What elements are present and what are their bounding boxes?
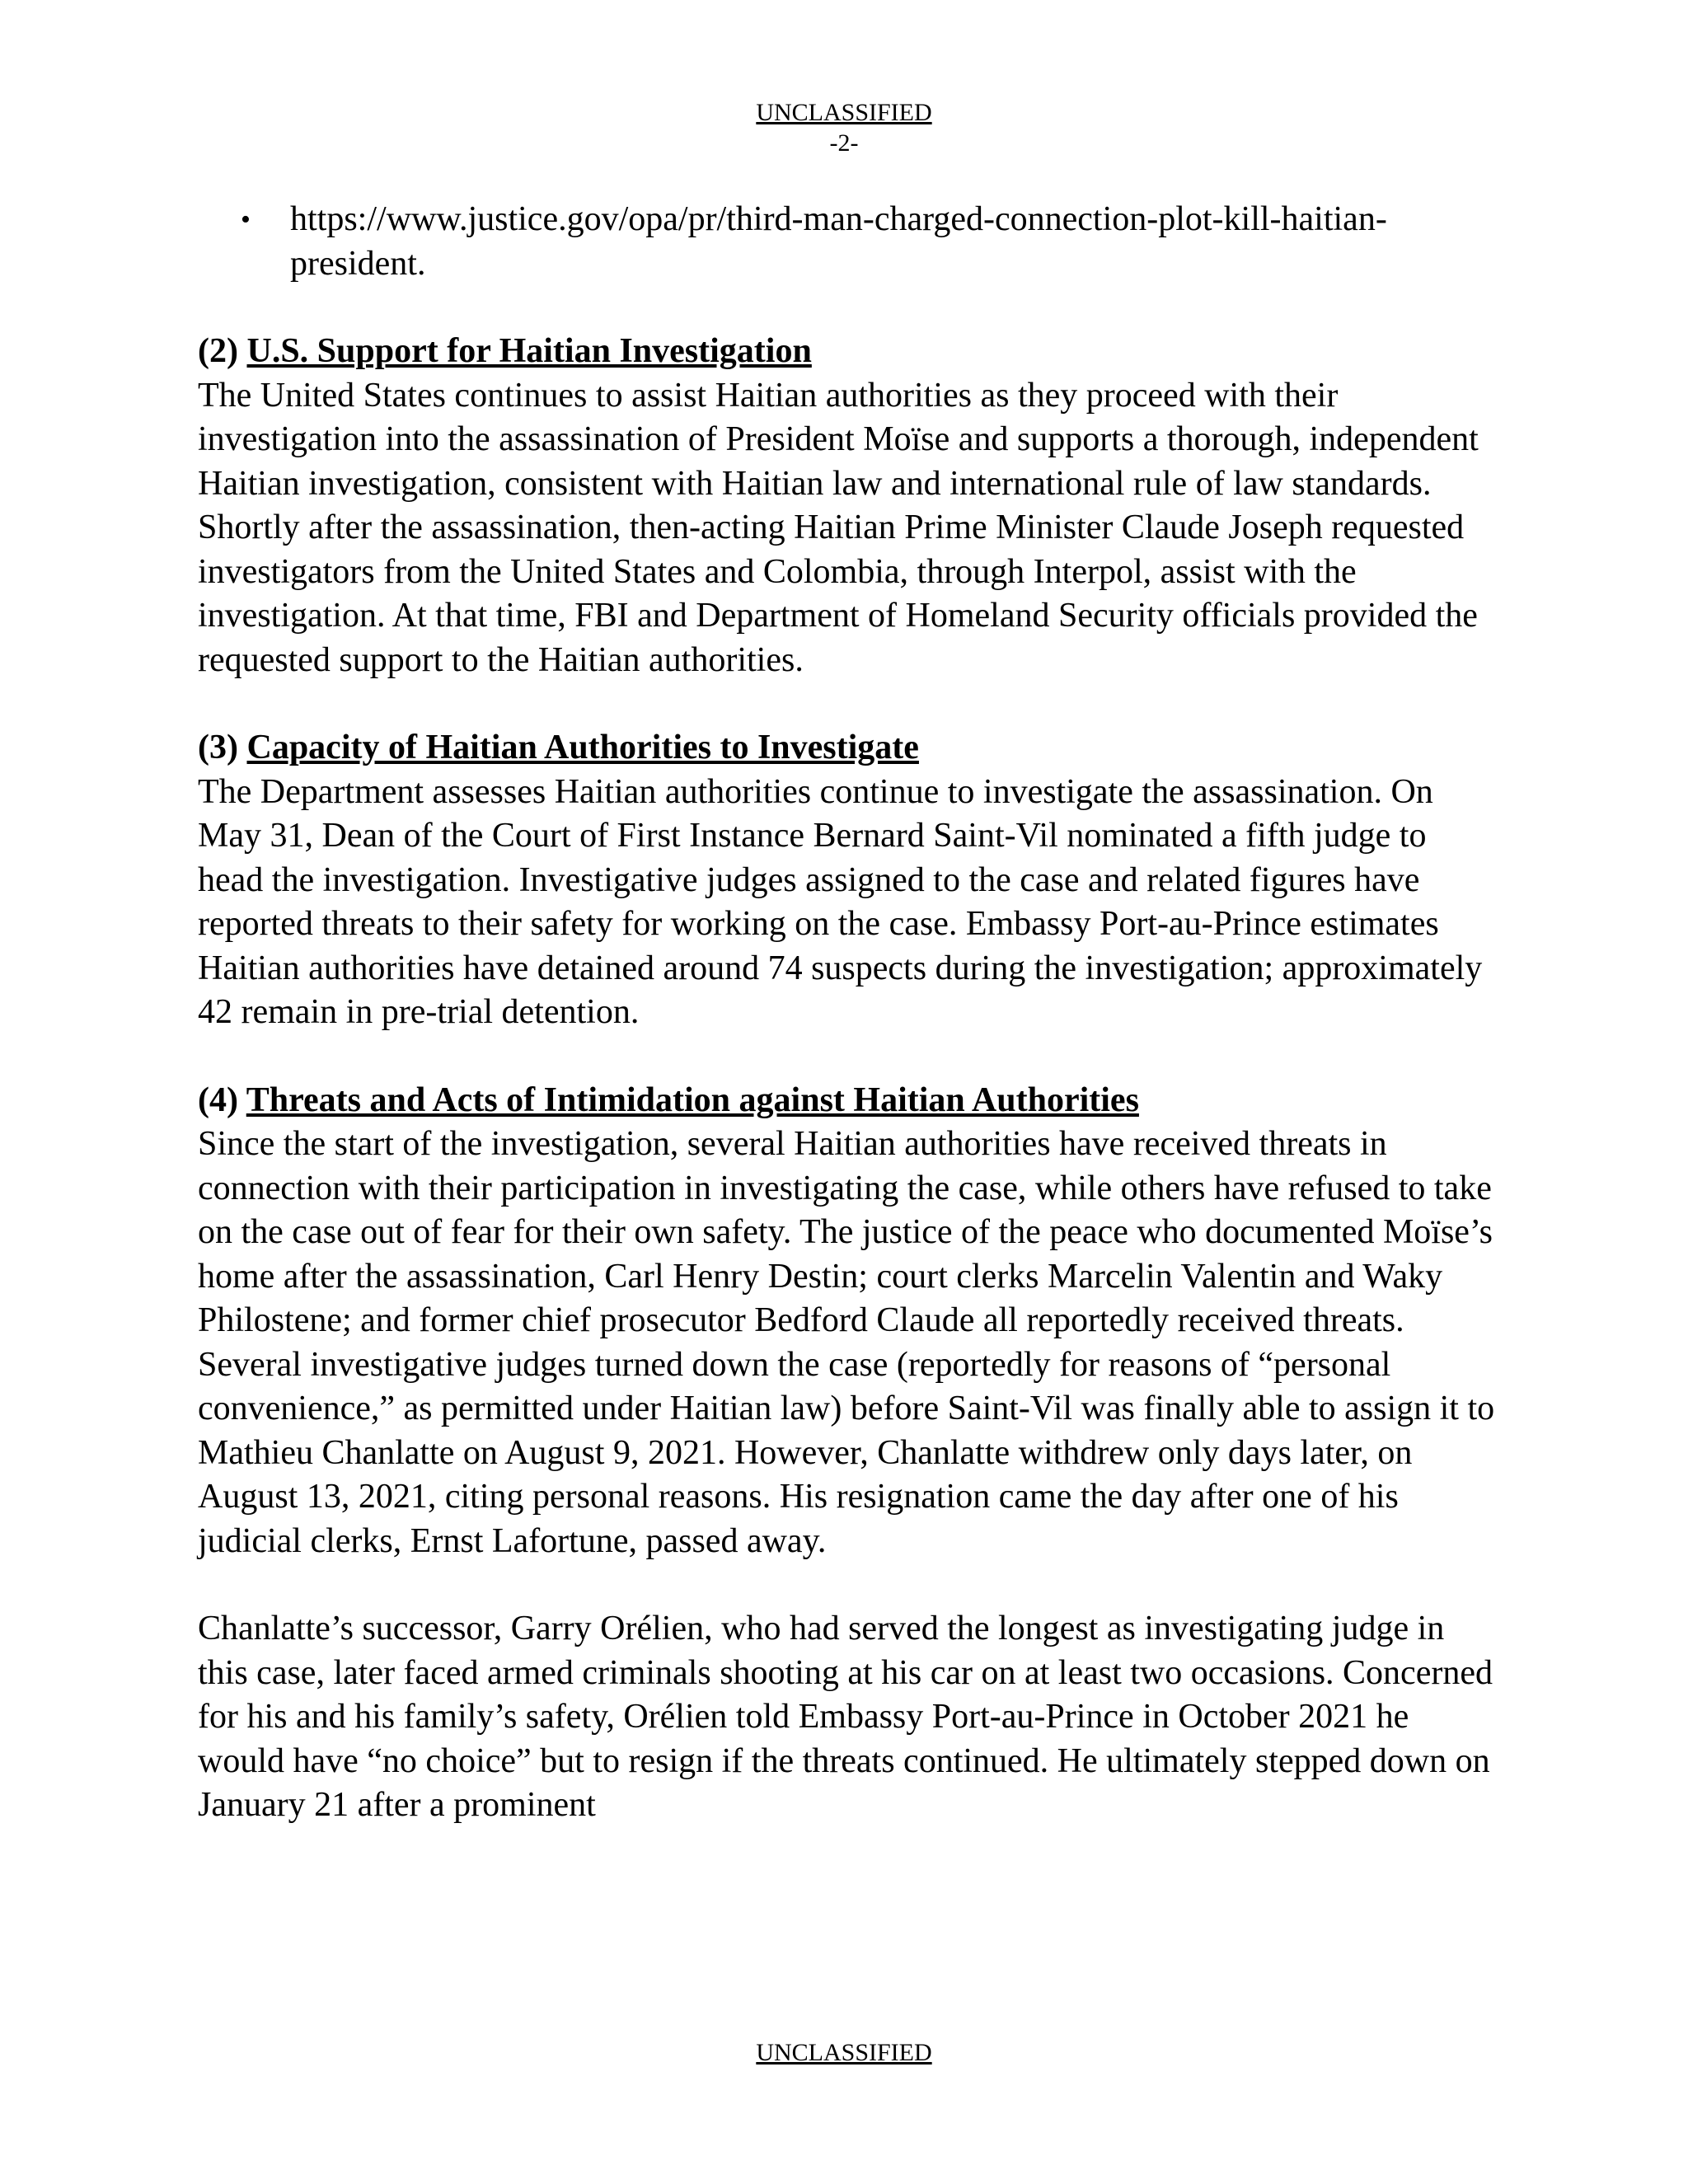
justice-gov-link-text: https://www.justice.gov/opa/pr/third-man-charged-connection-plot-kill-haitian-president. [290, 200, 1387, 283]
section-paragraph: The United States continues to assist Haitian authorities as they proceed with their investigation into the assassination of President Moïse and supports a thorough, independent Haitian investigation, consistent with Haitian law and international rule of law standards. Shortly after the assassination, then-acting Haitian Prime Minister Claude Joseph requested investigators from the United States and Colombia, through Interpol, assist with the investigation. At that time, FBI and Department of Homeland Security officials provided the requested support to the Haitian authorities. [198, 376, 1479, 679]
section-title: Threats and Acts of Intimidation against Haitian Authorities [246, 1080, 1139, 1119]
section-heading [198, 330, 1500, 374]
section-paragraph: Chanlatte’s successor, Garry Orélien, who had served the longest as investigating judge in this case, later faced armed criminals shooting at his car on at least two occasions. Concerned for his and his family’s safety, Orélien told Embassy Port-au-Prince in October 2021 he would have “no choice” but to resign if the threats continued. He ultimately stepped down on January 21 after a prominent [198, 1610, 1493, 1824]
section-number: (2) [198, 332, 238, 370]
section-us-support [198, 330, 1500, 682]
link-list [198, 198, 1500, 286]
section-title: Capacity of Haitian Authorities to Investigate [246, 729, 919, 766]
page-number: -2- [829, 129, 859, 157]
list-item [241, 198, 1500, 286]
document-body [198, 198, 1500, 1872]
bullet-icon: • [241, 204, 251, 235]
section-title: U.S. Support for Haitian Investigation [246, 332, 812, 370]
section-number: (3) [198, 729, 238, 766]
section-threats [198, 1079, 1500, 1828]
section-heading [198, 1079, 1500, 1123]
section-paragraph: The Department assesses Haitian authorities continue to investigate the assassination. On May 31, Dean of the Court of First Instance Bernard Saint-Vil nominated a fifth judge to head the investigation. Investigative judges assigned to the case and related figures have reported threats to their safety for working on the case. Embassy Port-au-Prince estimates Haitian authorities have detained around 74 suspects during the investigation; approximately 42 remain in pre-trial detention. [198, 772, 1483, 1031]
section-capacity [198, 726, 1500, 1035]
section-paragraph: Since the start of the investigation, several Haitian authorities have received threats in connection with their participation in investigating the case, while others have refused to take on the case out of fear for their own safety. The justice of the peace who documented Moïse’s home after the assassination, Carl Henry Destin; court clerks Marcelin Valentin and Waky Philostene; and former chief prosecutor Bedford Claude all reportedly received threats. Several investigative judges turned down the case (reportedly for reasons of “personal convenience,” as permitted under Haitian law) before Saint-Vil was finally able to assign it to Mathieu Chanlatte on August 9, 2021. However, Chanlatte withdrew only days later, on August 13, 2021, citing personal reasons. His resignation came the day after one of his judicial clerks, Ernst Lafortune, passed away. [198, 1125, 1495, 1560]
section-heading [198, 726, 1500, 771]
page-header [0, 97, 1688, 158]
footer-classification: UNCLASSIFIED [756, 2039, 932, 2066]
section-number: (4) [198, 1080, 238, 1119]
header-classification: UNCLASSIFIED [756, 99, 932, 126]
